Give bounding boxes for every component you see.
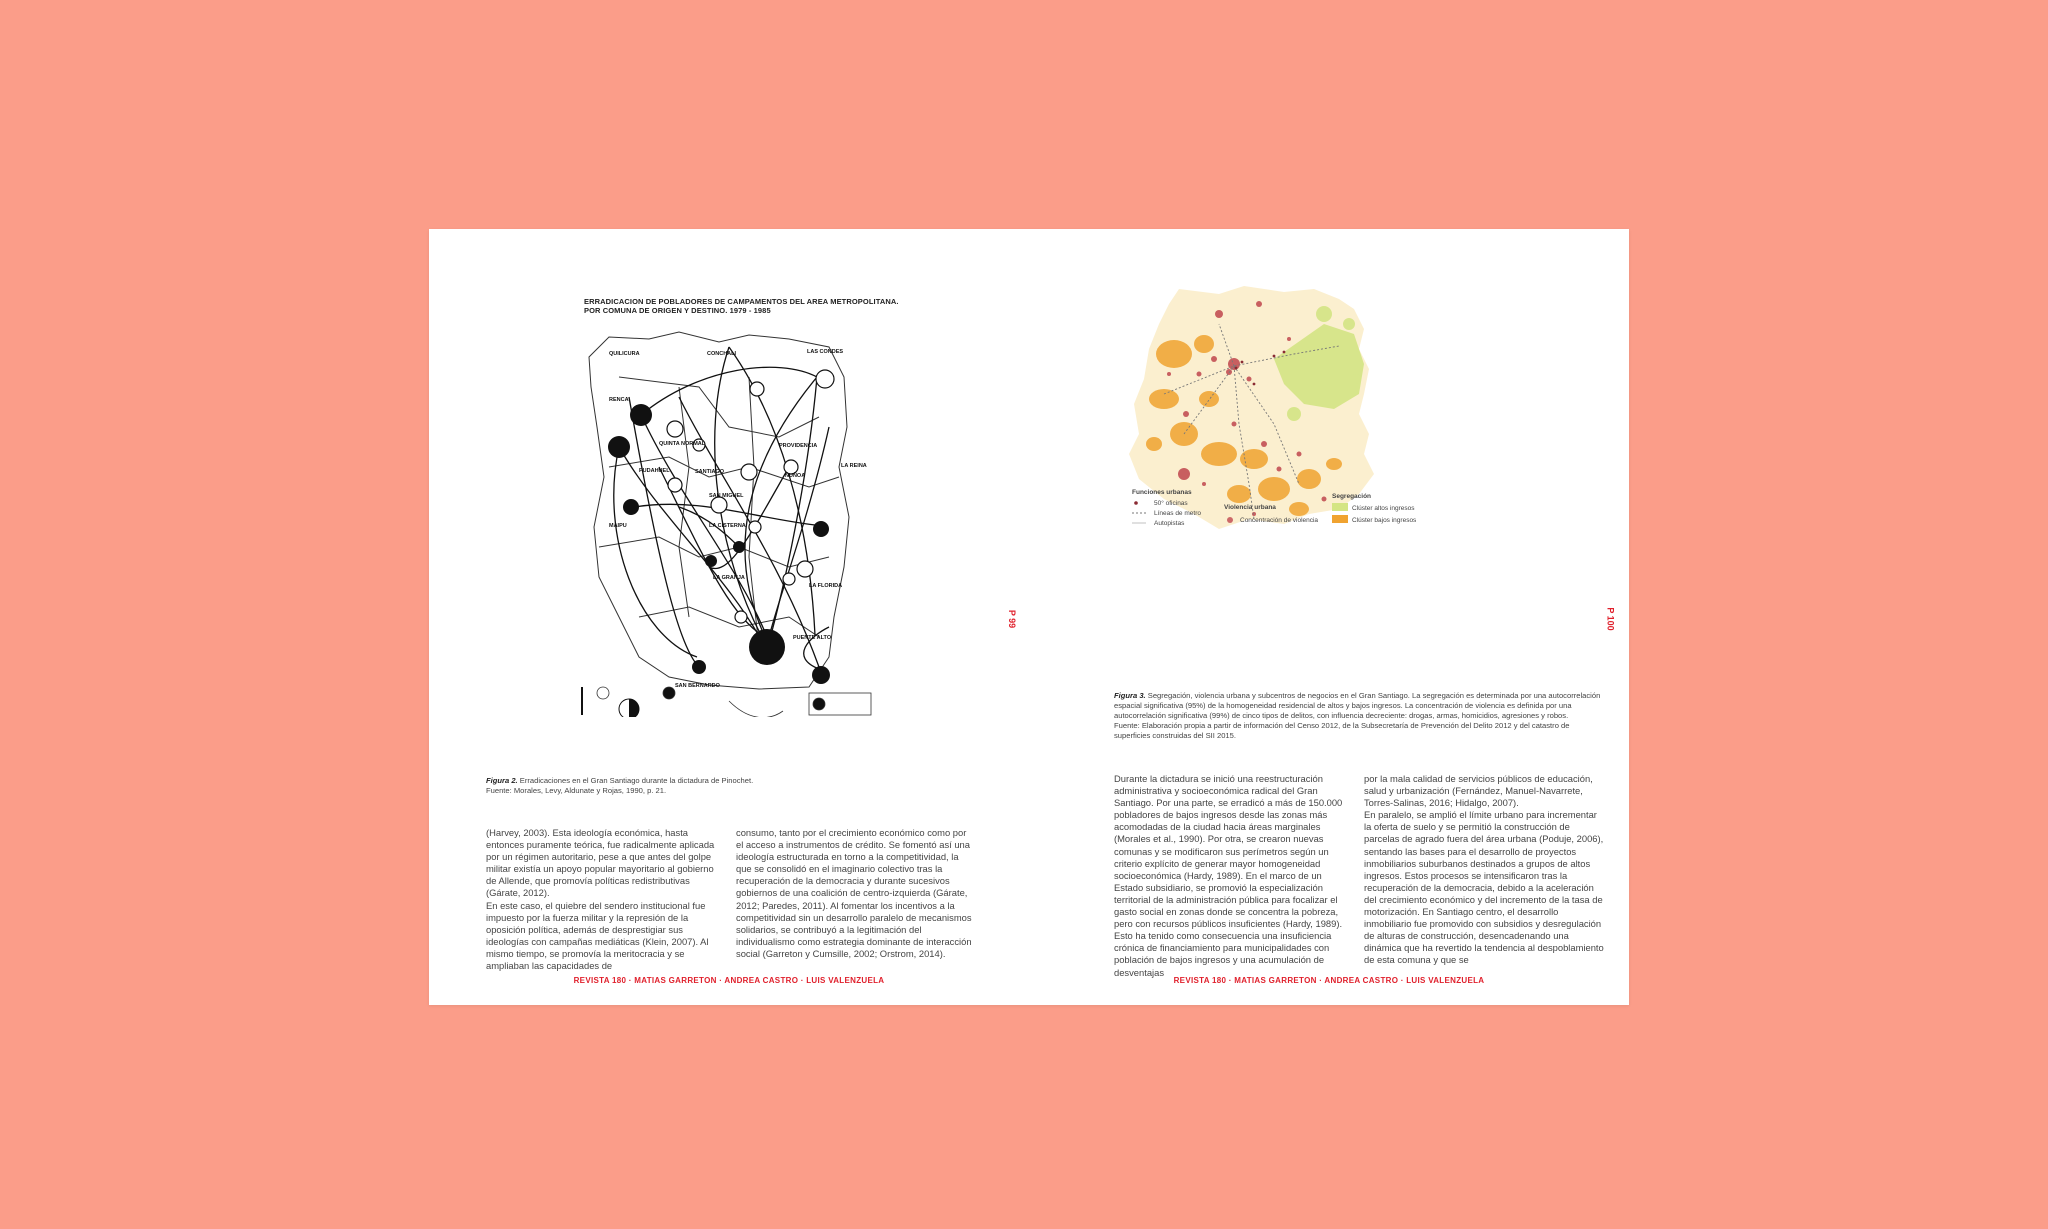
node-penalolen	[813, 521, 829, 537]
node-maipu	[623, 499, 639, 515]
node-la-granja	[705, 555, 717, 567]
figure-2-title-line2: POR COMUNA DE ORIGEN Y DESTINO. 1979 - 1985	[584, 306, 771, 315]
label-las-condes: LAS CONDES	[807, 349, 844, 355]
legend-oficinas: 50° oficinas	[1154, 500, 1188, 507]
left-page	[429, 229, 1029, 1005]
node-quilicura	[608, 436, 630, 458]
left-page-footer: REVISTA 180 · MATIAS GARRETON · ANDREA CASTRO · LUIS VALENZUELA	[573, 976, 885, 985]
figure-3-caption	[1114, 691, 1606, 741]
figure-2-caption	[486, 776, 906, 796]
erradication-flow-diagram	[579, 317, 879, 717]
label-la-granja: LA GRANJA	[713, 575, 745, 581]
legend-violencia-item: Concentración de violencia	[1240, 517, 1319, 524]
figure-2-title-line1: ERRADICACION DE POBLADORES DE CAMPAMENTOS DEL AREA METROPOLITANA.	[584, 297, 899, 306]
figure-3-label: Figura 3.	[1114, 691, 1146, 700]
node-puente-alto-large	[749, 629, 785, 665]
label-puente-alto: PUENTE ALTO	[793, 635, 832, 641]
node-renca	[630, 404, 652, 426]
right-col1-paragraph: Durante la dictadura se inició una reestructuración administrativa y socioeconómica radical del Gran Santiago. Por una parte, se erradicó a más de 150.000 pobladores de bajos ingresos desde las zonas más acomodadas de la ciudad hacia áreas marginales (Morales et al., 1990). Por otra, se crearon nuevas comunas y se modificaron sus perímetros según un criterio explícito de generar mayor homogeneidad socioeconómica (Hardy, 1989). En el marco de un Estado subsidiario, se promovió la especialización territorial de la administración pública para focalizar el gasto social en zonas donde se concentra la pobreza, pero con recursos públicos insuficientes (Hardy, 1989). Esto ha tenido como consecuencia una insuficiencia crónica de financiamiento para municipalidades con población de bajos ingresos y una acumulación de desventajas	[1114, 773, 1343, 978]
label-maipu: MAIPU	[609, 523, 627, 529]
label-quinta-normal: QUINTA NORMAL	[659, 441, 706, 447]
right-col2-paragraph2: En paralelo, se amplió el límite urbano para incrementar la oferta de suelo y se permitió la construcción de parcelas de agrado fuera del área urbana (Poduje, 2006), sentando las bases para el desarrollo de proyectos inmobiliarios suburbanos destinados a grupos de altos ingresos. Estos procesos se intensificaron tras la recuperación de la democracia, debido a la aceleración del crecimiento económico y del incremento de la tasa de motorización. En Santiago centro, el desarrollo inmobiliario fue promovido con subsidios y desregulación de alturas de construcción, desencadenando una dinámica que ha revertido la tendencia al despoblamiento de esta comuna y que se	[1364, 809, 1604, 966]
node-quinta-normal	[667, 421, 683, 437]
legend-funciones-title: Funciones urbanas	[1132, 489, 1192, 496]
label-santiago: SANTIAGO	[695, 469, 725, 475]
figure-2-title	[584, 297, 899, 315]
legend-violencia-title: Violencia urbana	[1224, 504, 1276, 511]
label-san-bernardo: SAN BERNARDO	[675, 683, 720, 689]
figure-2-caption-text: Erradicaciones en el Gran Santiago durante la dictadura de Pinochet.	[517, 776, 754, 785]
node-nunoa	[741, 464, 757, 480]
node-pudahuel	[668, 478, 682, 492]
label-providencia: PROVIDENCIA	[779, 443, 818, 449]
legend-metro: Líneas de metro	[1154, 510, 1201, 517]
figure-2-label: Figura 2.	[486, 776, 518, 785]
node-la-florida	[812, 666, 830, 684]
left-col1-paragraph1: (Harvey, 2003). Esta ideología económica, hasta entonces puramente teórica, fue radicalmente aplicada por un régimen autoritario, pese a que antes del golpe militar existía un apoyo popular mayoritario al gobierno de Allende, que promovía políticas redistributivas (Gárate, 2012).	[486, 827, 715, 899]
segregation-violence-map	[1124, 284, 1474, 539]
right-page-column-2	[1364, 773, 1604, 967]
right-col2-paragraph1: por la mala calidad de servicios públicos de educación, salud y urbanización (Fernández, Manuel-Navarrete, Torres-Salinas, 2016; Hidalgo, 2007).	[1364, 773, 1593, 809]
label-pudahuel: PUDAHUEL	[639, 468, 670, 474]
right-page-footer: REVISTA 180 · MATIAS GARRETON · ANDREA CASTRO · LUIS VALENZUELA	[1173, 976, 1485, 985]
label-la-reina: LA REINA	[841, 463, 867, 469]
label-san-miguel: SAN MIGUEL	[709, 493, 744, 499]
node-providencia	[784, 460, 798, 474]
page-number-99: P 99	[1007, 609, 1018, 629]
legend-altos: Clúster altos ingresos	[1352, 505, 1415, 512]
figure-3-source: Fuente: Elaboración propia a partir de información del Censo 2012, de la Subsecretaría de Prevención del Delito 2012 y del catastro de superficies construidas del SII 2015.	[1114, 721, 1570, 740]
figure-2-caption-line	[486, 776, 906, 786]
figure-2-source: Fuente: Morales, Levy, Aldunate y Rojas, 1990, p. 21.	[486, 786, 667, 795]
left-page-column-2	[736, 827, 976, 960]
label-conchali: CONCHALI	[707, 351, 737, 357]
figure-3-caption-text: Segregación, violencia urbana y subcentros de negocios en el Gran Santiago. La segregación es determinada por una autocorrelación espacial significativa (95%) de la homogeneidad residencial de altos y bajos ingresos. La concentración de violencia es definida por una autocorrelación significativa (99%) de cinco tipos de delitos, con influencia decreciente: drogas, armas, homicidios, agresiones y robos.	[1114, 691, 1601, 720]
figure-3-caption-line	[1114, 691, 1606, 721]
node-san-bernardo	[692, 660, 706, 674]
left-col2-paragraph: consumo, tanto por el crecimiento económico como por el acceso a instrumentos de crédito. Se fomentó así una ideología estructurada en torno a la competitividad, la que se consolidó en el imaginario colectivo tras la recuperación de la democracia y durante sucesivos gobiernos de una coalición de centro-izquierda (Gárate, 2012; Paredes, 2011). Al fomentar los incentivos a la competitividad sin un desarrollo paralelo de mecanismos solidarios, se contribuyó a la legitimación del individualismo como estrategia dominante de interacción social (Garreton y Cumsille, 2002; Orstrom, 2014).	[736, 827, 972, 959]
left-col1-paragraph2: En este caso, el quiebre del sendero institucional fue impuesto por la fuerza militar y la represión de la oposición política, además de desprestigiar sus ideologías con campañas mediáticas (Klein, 2007). Al mismo tiempo, se promovía la meritocracia y se ampliaban las capacidades de	[486, 899, 709, 972]
right-page-column-1	[1114, 773, 1352, 979]
node-la-florida-origin	[797, 561, 813, 577]
node-conchali	[750, 382, 764, 396]
legend-segregacion-title: Segregación	[1332, 493, 1372, 500]
label-quilicura: QUILICURA	[609, 351, 640, 357]
magazine-spread	[429, 229, 1629, 1005]
label-la-cisterna: LA CISTERNA	[709, 523, 746, 529]
node-san-miguel	[711, 497, 727, 513]
label-la-florida: LA FLORIDA	[809, 583, 843, 589]
node-la-florida-small	[783, 573, 795, 585]
right-page	[1029, 229, 1629, 1005]
node-la-reina	[749, 521, 761, 533]
diagram-scale-bar	[581, 687, 639, 717]
page-number-100: P 100	[1605, 607, 1616, 631]
label-nunoa: ÑUÑOA	[785, 473, 806, 479]
node-la-pintana	[735, 611, 747, 623]
left-page-column-1	[486, 827, 726, 972]
label-renca: RENCA	[609, 397, 629, 403]
legend-autopistas: Autopistas	[1154, 520, 1185, 527]
node-las-condes	[816, 370, 834, 388]
node-la-cisterna	[733, 541, 745, 553]
legend-bajos: Clúster bajos ingresos	[1352, 517, 1417, 524]
